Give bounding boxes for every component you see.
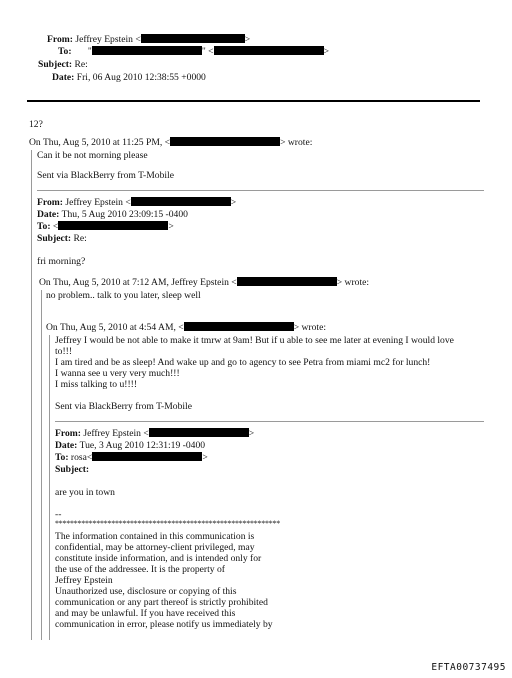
- header-from-label: From:: [47, 34, 73, 45]
- redaction-box: [237, 277, 337, 286]
- header-date-label: Date:: [52, 72, 75, 83]
- disclaimer-line: the use of the addressee. It is the property of: [55, 564, 225, 575]
- header-subject: [38, 59, 88, 71]
- h2-subject: Subject: Re:: [37, 233, 87, 244]
- header-subject-value: Re:: [74, 59, 88, 70]
- quote1-rule: [37, 190, 484, 191]
- quote2-intro: On Thu, Aug 5, 2010 at 7:12 AM, Jeffrey Epstein < > wrote:: [39, 277, 370, 288]
- header-date: [52, 72, 206, 84]
- disclaimer-line: Jeffrey Epstein: [55, 575, 113, 586]
- quote1-bar: [31, 150, 32, 640]
- redaction-box: [131, 197, 231, 206]
- quote3-signature: Sent via BlackBerry from T-Mobile: [55, 401, 192, 412]
- quote3-line: I miss talking to u!!!!: [55, 379, 138, 390]
- quote1-intro: On Thu, Aug 5, 2010 at 11:25 PM, < > wrote:: [29, 137, 313, 148]
- quote3-intro: On Thu, Aug 5, 2010 at 4:54 AM, < > wrote:: [46, 322, 327, 333]
- h2-from: From: Jeffrey Epstein < >: [37, 197, 237, 208]
- redaction-box: [149, 428, 249, 437]
- redaction-box: [170, 137, 280, 146]
- signature-stars: ************************************************************: [55, 519, 280, 528]
- disclaimer-line: confidential, may be attorney-client privileged, may: [55, 542, 255, 553]
- disclaimer-line: and may be unlawful. If you have received this: [55, 608, 236, 619]
- header-from-value: Jeffrey Epstein <: [75, 34, 141, 45]
- reply-text: 12?: [29, 119, 43, 130]
- quote3-line: I am tired and be as sleep! And wake up and go to agency to see Petra from miami mc2 for lunch!: [55, 357, 431, 368]
- quote3-bar: [49, 335, 50, 640]
- h3-date: Date: Tue, 3 Aug 2010 12:31:19 -0400: [55, 440, 206, 451]
- quote3-line: to!!!: [55, 346, 73, 357]
- redaction-box: [58, 221, 168, 230]
- header-subject-label: Subject:: [38, 59, 73, 70]
- h3-to: To: rosa< >: [55, 452, 208, 463]
- quote3-line: Jeffrey I would be not able to make it tmrw at 9am! But if u able to see me later at evening I would love: [55, 335, 454, 346]
- h2-date: Date: Thu, 5 Aug 2010 23:09:15 -0400: [37, 209, 188, 220]
- bates-number: EFTA00737495: [431, 662, 506, 673]
- quote3-line: I wanna see u very very much!!!: [55, 368, 180, 379]
- h2-to: To: < >: [37, 221, 174, 232]
- header-to: To: " " < >: [58, 46, 329, 57]
- disclaimer-line: constitute inside information, and is intended only for: [55, 553, 262, 564]
- quote3-rule: [55, 421, 484, 422]
- quote2-line: no problem.. talk to you later, sleep well: [46, 290, 201, 301]
- redaction-box: [92, 46, 202, 55]
- disclaimer-line: Unauthorized use, disclosure or copying of this: [55, 586, 237, 597]
- signature-dash: --: [55, 509, 62, 520]
- header-date-value: Fri, 06 Aug 2010 12:38:55 +0000: [76, 72, 206, 83]
- header-from: From: Jeffrey Epstein < >: [47, 34, 251, 45]
- header-divider: [27, 100, 480, 102]
- disclaimer-line: The information contained in this communication is: [55, 531, 255, 542]
- redaction-box: [141, 34, 245, 43]
- quote1-line: Can it be not morning please: [37, 150, 148, 161]
- disclaimer-line: communication in error, please notify us immediately by: [55, 619, 273, 630]
- redaction-box: [214, 46, 324, 55]
- disclaimer-line: communication or any part thereof is strictly prohibited: [55, 597, 268, 608]
- redaction-box: [92, 452, 202, 461]
- message3-text: are you in town: [55, 487, 115, 498]
- header-to-label: To:: [58, 46, 72, 57]
- message2-text: fri morning?: [37, 256, 86, 267]
- h3-from: From: Jeffrey Epstein < >: [55, 428, 255, 439]
- redaction-box: [184, 322, 294, 331]
- quote1-signature: Sent via BlackBerry from T-Mobile: [37, 170, 174, 181]
- quote2-bar: [41, 290, 42, 640]
- h3-subject: Subject:: [55, 464, 90, 475]
